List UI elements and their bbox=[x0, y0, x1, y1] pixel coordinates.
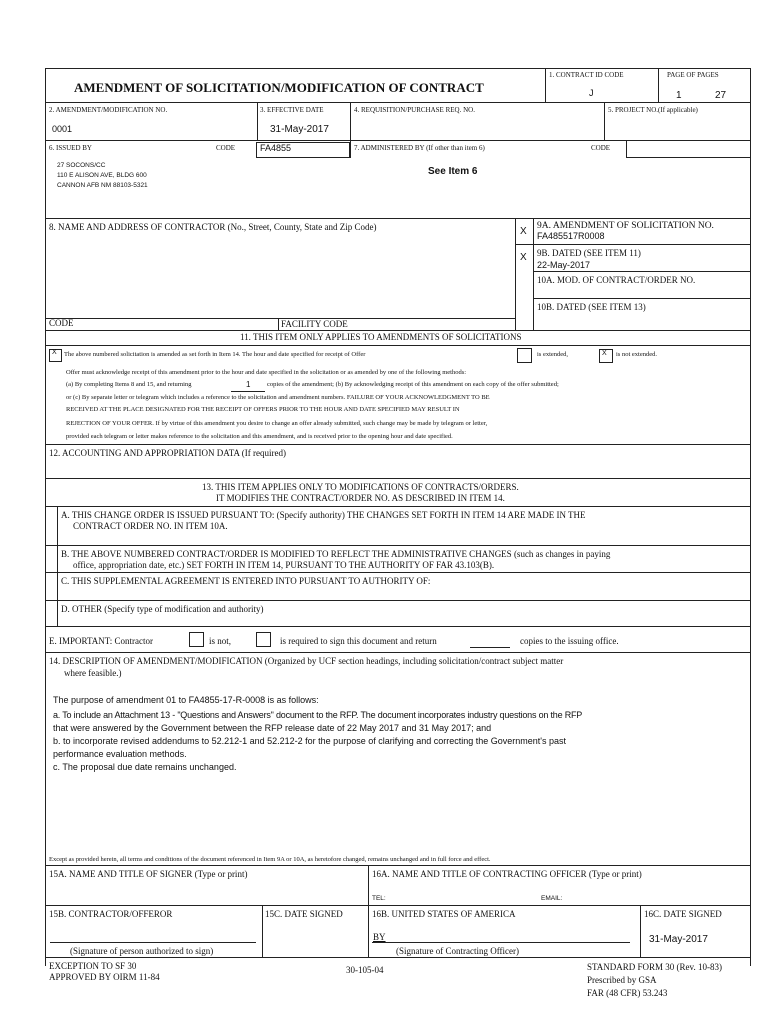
section-13c-label: C. THIS SUPPLEMENTAL AGREEMENT IS ENTERED INTO PURSUANT TO AUTHORITY OF: bbox=[61, 576, 431, 586]
signer-name-label: 15A. NAME AND TITLE OF SIGNER (Type or print) bbox=[49, 869, 248, 879]
description-line-5: performance evaluation methods. bbox=[53, 749, 187, 759]
form-title: AMENDMENT OF SOLICITATION/MODIFICATION OF CONTRACT bbox=[74, 80, 484, 95]
facility-code-label: FACILITY CODE bbox=[281, 319, 348, 329]
not-extended-mark: X bbox=[602, 350, 607, 357]
form-rule-line bbox=[45, 140, 750, 141]
project-no-label: 5. PROJECT NO.(If applicable) bbox=[608, 106, 698, 114]
form-rule-line bbox=[45, 600, 750, 601]
amendment-no-value: 0001 bbox=[52, 124, 73, 134]
by-label: BY bbox=[373, 932, 386, 942]
form-rule-line bbox=[45, 652, 750, 653]
page-total: 27 bbox=[715, 90, 727, 101]
description-line-3: that were answered by the Government between the RFP release date of 22 May 2017 and 31 May 2017; and bbox=[53, 723, 492, 733]
description-line-6: c. The proposal due date remains unchanged. bbox=[53, 762, 237, 772]
contractor-date-signed-label: 15C. DATE SIGNED bbox=[265, 909, 343, 919]
form-rule-line bbox=[257, 102, 258, 140]
section-11-p2b: copies of the amendment; (b) By acknowledging receipt of this amendment on each copy of the offer submitted; bbox=[267, 381, 559, 388]
contractor-signature-caption: (Signature of person authorized to sign) bbox=[70, 946, 214, 956]
email-label: EMAIL: bbox=[541, 895, 563, 902]
page-number: 1 bbox=[676, 90, 682, 101]
mod-contract-no-label: 10A. MOD. OF CONTRACT/ORDER NO. bbox=[537, 275, 696, 285]
form-rule-line bbox=[45, 905, 750, 906]
tel-label: TEL: bbox=[372, 895, 386, 902]
description-line-1: The purpose of amendment 01 to FA4855-17-R-0008 is as follows: bbox=[53, 695, 319, 705]
form-rule-line bbox=[231, 391, 265, 392]
contractor-is-not-checkbox[interactable] bbox=[189, 632, 204, 647]
issued-by-label: 6. ISSUED BY bbox=[49, 144, 92, 152]
contract-id-code-value: J bbox=[589, 88, 594, 98]
footer-approved: APPROVED BY OIRM 11-84 bbox=[49, 972, 160, 982]
contractor-is-required-checkbox[interactable] bbox=[256, 632, 271, 647]
form-rule-line bbox=[45, 345, 750, 346]
form-rule-line bbox=[626, 140, 627, 157]
amendment-no-label: 2. AMENDMENT/MODIFICATION NO. bbox=[49, 106, 168, 114]
dated-value: 22-May-2017 bbox=[537, 260, 591, 270]
form-rule-line bbox=[262, 905, 263, 957]
form-rule-line bbox=[45, 68, 750, 69]
copies-to-office-label: copies to the issuing office. bbox=[520, 636, 619, 646]
description-label-1: 14. DESCRIPTION OF AMENDMENT/MODIFICATION (Organized by UCF section headings, including solicitation/contract subject matter bbox=[49, 656, 564, 666]
form-rule-line bbox=[45, 330, 750, 331]
officer-date-signed-label: 16C. DATE SIGNED bbox=[644, 909, 722, 919]
administered-by-label: 7. ADMINISTERED BY (If other than item 6) bbox=[354, 144, 485, 152]
form-rule-line bbox=[45, 478, 750, 479]
section-13b-line-1: B. THE ABOVE NUMBERED CONTRACT/ORDER IS MODIFIED TO REFLECT THE ADMINISTRATIVE CHANGES (such as changes in paying bbox=[61, 549, 611, 559]
section-13-heading-2: IT MODIFIES THE CONTRACT/ORDER NO. AS DESCRIBED IN ITEM 14. bbox=[216, 493, 505, 503]
section-11-p5: REJECTION OF YOUR OFFER. If by virtue of this amendment you desire to change an offer already submitted, such change may be made by telegram or letter, bbox=[66, 420, 488, 427]
description-line-4: b. to incorporate revised addendums to 52.212-1 and 52.212-2 for the purpose of clarifying and correcting the Government's past bbox=[53, 736, 567, 746]
dated-checkbox-9b: X bbox=[520, 252, 527, 263]
accounting-data-label: 12. ACCOUNTING AND APPROPRIATION DATA (If required) bbox=[49, 448, 287, 458]
requisition-no-label: 4. REQUISITION/PURCHASE REQ. NO. bbox=[354, 106, 475, 114]
section-13b-line-2: office, appropriation date, etc.) SET FORTH IN ITEM 14, PURSUANT TO THE AUTHORITY OF FAR 43.103(B). bbox=[73, 560, 495, 570]
contract-id-code-label: 1. CONTRACT ID CODE bbox=[549, 71, 624, 79]
officer-signature-caption: (Signature of Contracting Officer) bbox=[396, 946, 520, 956]
form-rule-line bbox=[368, 905, 369, 957]
dated-label: 9B. DATED (SEE ITEM 11) bbox=[537, 248, 641, 258]
form-rule-line bbox=[45, 957, 750, 958]
amendment-of-solicitation-label: 9A. AMENDMENT OF SOLICITATION NO. bbox=[537, 221, 714, 231]
administered-by-code-label: CODE bbox=[591, 144, 611, 152]
form-rule-line bbox=[45, 865, 750, 866]
page-of-pages-label: PAGE OF PAGES bbox=[667, 71, 719, 79]
contracting-officer-name-label: 16A. NAME AND TITLE OF CONTRACTING OFFICER (Type or print) bbox=[372, 869, 642, 879]
form-rule-line bbox=[45, 318, 515, 319]
officer-date-signed-value: 31-May-2017 bbox=[649, 934, 708, 945]
administered-by-value: See Item 6 bbox=[428, 166, 478, 177]
form-rule-line bbox=[515, 244, 750, 245]
copies-count: 1 bbox=[246, 380, 251, 389]
form-rule-line bbox=[50, 942, 256, 943]
effective-date-value: 31-May-2017 bbox=[270, 124, 329, 135]
form-rule-line bbox=[640, 905, 641, 957]
is-required-label: is required to sign this document and return bbox=[280, 636, 437, 646]
section-13a-line-1: A. THIS CHANGE ORDER IS ISSUED PURSUANT TO: (Specify authority) THE CHANGES SET FORTH IN ITEM 14 ARE MADE IN THE bbox=[61, 510, 586, 520]
amendment-checkbox-9a: X bbox=[520, 226, 527, 237]
amended-checkbox-mark: X bbox=[52, 349, 57, 356]
description-label-2: where feasible.) bbox=[64, 668, 122, 678]
form-rule-line bbox=[45, 218, 750, 219]
footer-far: FAR (48 CFR) 53.243 bbox=[587, 988, 668, 998]
footer-exception: EXCEPTION TO SF 30 bbox=[49, 961, 137, 971]
united-states-label: 16B. UNITED STATES OF AMERICA bbox=[372, 909, 516, 919]
amendment-of-solicitation-value: FA485517R0008 bbox=[537, 231, 605, 241]
contractor-code-label: CODE bbox=[49, 318, 74, 328]
form-rule-line bbox=[626, 157, 750, 158]
effective-date-label: 3. EFFECTIVE DATE bbox=[260, 106, 324, 114]
extended-label: is extended, bbox=[537, 351, 569, 358]
form-rule-line bbox=[604, 102, 605, 140]
form-rule-line bbox=[658, 68, 659, 102]
form-rule-line bbox=[45, 444, 750, 445]
important-label: E. IMPORTANT: Contractor bbox=[49, 636, 154, 646]
form-rule-line bbox=[470, 647, 510, 648]
section-13a-line-2: CONTRACT ORDER NO. IN ITEM 10A. bbox=[73, 521, 228, 531]
section-11-p1: Offer must acknowledge receipt of this amendment prior to the hour and date specified in the solicitation or as amended by one of the following methods: bbox=[66, 369, 467, 376]
footer-standard-form: STANDARD FORM 30 (Rev. 10-83) bbox=[587, 962, 722, 972]
form-rule-line bbox=[45, 545, 750, 546]
footer-form-number: 30-105-04 bbox=[346, 965, 384, 975]
section-13-heading-1: 13. THIS ITEM APPLIES ONLY TO MODIFICATIONS OF CONTRACTS/ORDERS. bbox=[202, 482, 519, 492]
form-rule-line bbox=[533, 298, 750, 299]
section-11-line-1: The above numbered solicitation is amended as set forth in Item 14. The hour and date specified for receipt of Offer bbox=[64, 351, 366, 358]
contractor-offeror-label: 15B. CONTRACTOR/OFFEROR bbox=[49, 909, 173, 919]
form-rule-line bbox=[372, 942, 630, 943]
extended-checkbox[interactable] bbox=[517, 348, 532, 363]
form-rule-line bbox=[545, 68, 546, 102]
section-11-p6: provided each telegram or letter makes reference to the solicitation and this amendment, and is received prior to the opening hour and date specified. bbox=[66, 433, 453, 440]
form-rule-line bbox=[533, 218, 534, 330]
issued-by-code-value: FA4855 bbox=[260, 143, 292, 153]
form-rule-line bbox=[278, 318, 279, 330]
mod-dated-label: 10B. DATED (SEE ITEM 13) bbox=[537, 302, 646, 312]
issued-by-addr-3: CANNON AFB NM 88103-5321 bbox=[57, 182, 148, 189]
section-13d-label: D. OTHER (Specify type of modification and authority) bbox=[61, 604, 264, 614]
not-extended-label: is not extended. bbox=[616, 351, 657, 358]
form-rule-line bbox=[45, 572, 750, 573]
section-11-p2a: (a) By completing Items 8 and 15, and returning bbox=[66, 381, 192, 388]
form-rule-line bbox=[750, 68, 751, 966]
description-line-2: a. To include an Attachment 13 - "Questions and Answers" document to the RFP. The document incorporates industry questions on the RFP bbox=[53, 710, 583, 720]
contractor-address-label: 8. NAME AND ADDRESS OF CONTRACTOR (No., Street, County, State and Zip Code) bbox=[49, 222, 377, 232]
section-11-p4: RECEIVED AT THE PLACE DESIGNATED FOR THE RECEIPT OF OFFERS PRIOR TO THE HOUR AND DATE SPECIFIED MAY RESULT IN bbox=[66, 406, 460, 413]
form-rule-line bbox=[45, 102, 750, 103]
except-as-provided-text: Except as provided herein, all terms and conditions of the document referenced in Item 9A or 10A, as heretofore changed, remains unchanged and in full force and effect. bbox=[49, 856, 491, 863]
is-not-label: is not, bbox=[209, 636, 232, 646]
form-rule-line bbox=[350, 102, 351, 158]
section-11-heading: 11. THIS ITEM ONLY APPLIES TO AMENDMENTS OF SOLICITATIONS bbox=[240, 332, 522, 342]
footer-prescribed: Prescribed by GSA bbox=[587, 975, 657, 985]
issued-by-code-label: CODE bbox=[216, 144, 236, 152]
form-rule-line bbox=[368, 865, 369, 905]
form-rule-line bbox=[45, 68, 46, 966]
form-rule-line bbox=[45, 506, 750, 507]
form-rule-line bbox=[45, 626, 750, 627]
form-rule-line bbox=[57, 506, 58, 626]
section-11-p3: or (c) By separate letter or telegram which includes a reference to the solicitation and amendment numbers. FAILURE OF YOUR ACKNOWLEDGMENT TO BE bbox=[66, 394, 490, 401]
form-rule-line bbox=[533, 271, 750, 272]
form-rule-line bbox=[515, 218, 516, 330]
issued-by-addr-1: 27 SOCONS/CC bbox=[57, 162, 106, 169]
issued-by-addr-2: 110 E ALISON AVE, BLDG 600 bbox=[57, 172, 147, 179]
